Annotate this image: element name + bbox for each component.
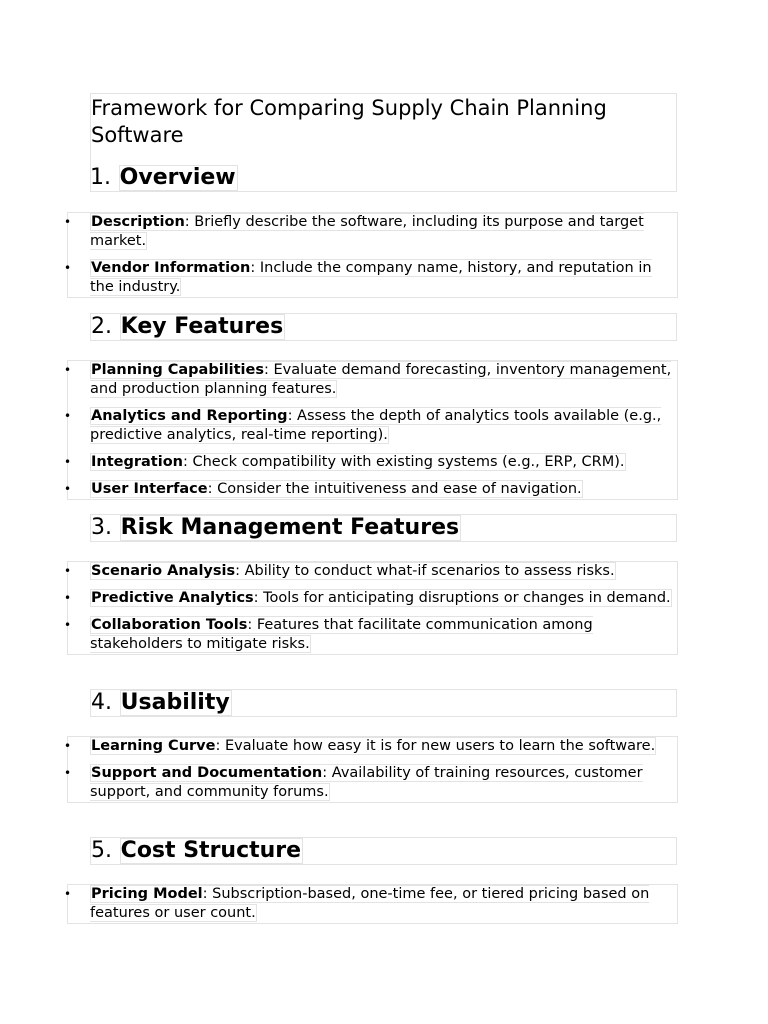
list-item-description: : Features that facilitate communication among stakeholders to mitigate risks. bbox=[90, 617, 593, 652]
section-heading-cost-structure bbox=[90, 837, 677, 865]
list-item-text bbox=[90, 259, 652, 296]
list-item bbox=[64, 480, 677, 499]
risk-management-list bbox=[64, 561, 678, 655]
bullet-icon: • bbox=[64, 215, 72, 229]
title-block bbox=[90, 93, 677, 192]
usability-list bbox=[64, 736, 678, 803]
list-item bbox=[64, 213, 677, 251]
bullet-icon: • bbox=[64, 766, 72, 780]
list-item-term: Support and Documentation bbox=[91, 765, 323, 781]
section-title: Overview bbox=[119, 165, 236, 190]
list-item-term: Predictive Analytics bbox=[91, 590, 254, 606]
list-item-text bbox=[90, 616, 593, 653]
bullet-icon: • bbox=[64, 363, 72, 377]
section-heading-risk-management bbox=[90, 514, 677, 542]
section-heading-key-features bbox=[90, 313, 677, 341]
bullet-icon: • bbox=[64, 455, 72, 469]
bullet-icon: • bbox=[64, 482, 72, 496]
list-item-term: Pricing Model bbox=[91, 886, 203, 902]
list-item bbox=[64, 259, 677, 297]
list-item bbox=[64, 562, 677, 581]
list-item-description: : Availability of training resources, customer support, and community forums. bbox=[90, 765, 643, 800]
overview-list bbox=[64, 212, 678, 298]
list-item bbox=[64, 453, 677, 472]
section-number: 1. bbox=[90, 165, 111, 190]
list-item-term: Learning Curve bbox=[91, 738, 216, 754]
list-item bbox=[64, 737, 677, 756]
list-item-text bbox=[90, 361, 671, 398]
list-item-text bbox=[90, 453, 626, 471]
list-item-description: : Subscription-based, one-time fee, or tiered pricing based on features or user count. bbox=[90, 886, 650, 921]
list-item-description: : Evaluate demand forecasting, inventory management, and production planning features. bbox=[90, 362, 672, 397]
section-number: 5. bbox=[91, 838, 112, 863]
document-title: Framework for Comparing Supply Chain Planning Software bbox=[91, 96, 607, 147]
list-item bbox=[64, 407, 677, 445]
section-title: Key Features bbox=[120, 314, 284, 339]
list-item-term: Planning Capabilities bbox=[91, 362, 264, 378]
list-item-text bbox=[90, 885, 649, 922]
list-item bbox=[64, 361, 677, 399]
list-item-term: Description bbox=[91, 214, 185, 230]
list-item-description: : Tools for anticipating disruptions or changes in demand. bbox=[253, 590, 671, 606]
section-number: 4. bbox=[91, 690, 112, 715]
section-heading-usability bbox=[90, 689, 677, 717]
list-item-term: Analytics and Reporting bbox=[91, 408, 288, 424]
list-item-description: : Check compatibility with existing systems (e.g., ERP, CRM). bbox=[182, 454, 625, 470]
list-item-term: Integration bbox=[91, 454, 183, 470]
list-item-description: : Assess the depth of analytics tools available (e.g., predictive analytics, real-time reporting). bbox=[90, 408, 662, 443]
bullet-icon: • bbox=[64, 887, 72, 901]
list-item-text bbox=[90, 480, 583, 498]
list-item-term: Vendor Information bbox=[91, 260, 251, 276]
section-title: Cost Structure bbox=[120, 838, 302, 863]
list-item-text bbox=[90, 737, 656, 755]
bullet-icon: • bbox=[64, 261, 72, 275]
bullet-icon: • bbox=[64, 618, 72, 632]
list-item-term: Scenario Analysis bbox=[91, 563, 236, 579]
list-item-description: : Include the company name, history, and reputation in the industry. bbox=[90, 260, 652, 295]
bullet-icon: • bbox=[64, 591, 72, 605]
list-item-text bbox=[90, 407, 661, 444]
list-item-term: Collaboration Tools bbox=[91, 617, 248, 633]
section-number: 3. bbox=[91, 515, 112, 540]
bullet-icon: • bbox=[64, 564, 72, 578]
list-item-text bbox=[90, 562, 616, 580]
list-item-text bbox=[90, 589, 672, 607]
section-title: Usability bbox=[120, 690, 230, 715]
bullet-icon: • bbox=[64, 739, 72, 753]
list-item-description: : Consider the intuitiveness and ease of navigation. bbox=[207, 481, 582, 497]
list-item-text bbox=[90, 213, 644, 250]
section-heading-overview bbox=[90, 165, 677, 193]
list-item bbox=[64, 616, 677, 654]
bullet-icon: • bbox=[64, 409, 72, 423]
key-features-list bbox=[64, 360, 678, 500]
list-item-description: : Evaluate how easy it is for new users to learn the software. bbox=[215, 738, 656, 754]
list-item bbox=[64, 885, 677, 923]
list-item-term: User Interface bbox=[91, 481, 208, 497]
cost-structure-list bbox=[64, 884, 678, 924]
section-number: 2. bbox=[91, 314, 112, 339]
section-title: Risk Management Features bbox=[120, 515, 460, 540]
list-item-description: : Briefly describe the software, including its purpose and target market. bbox=[90, 214, 644, 249]
list-item-description: : Ability to conduct what-if scenarios to assess risks. bbox=[235, 563, 615, 579]
list-item bbox=[64, 764, 677, 802]
list-item-text bbox=[90, 764, 643, 801]
list-item bbox=[64, 589, 677, 608]
